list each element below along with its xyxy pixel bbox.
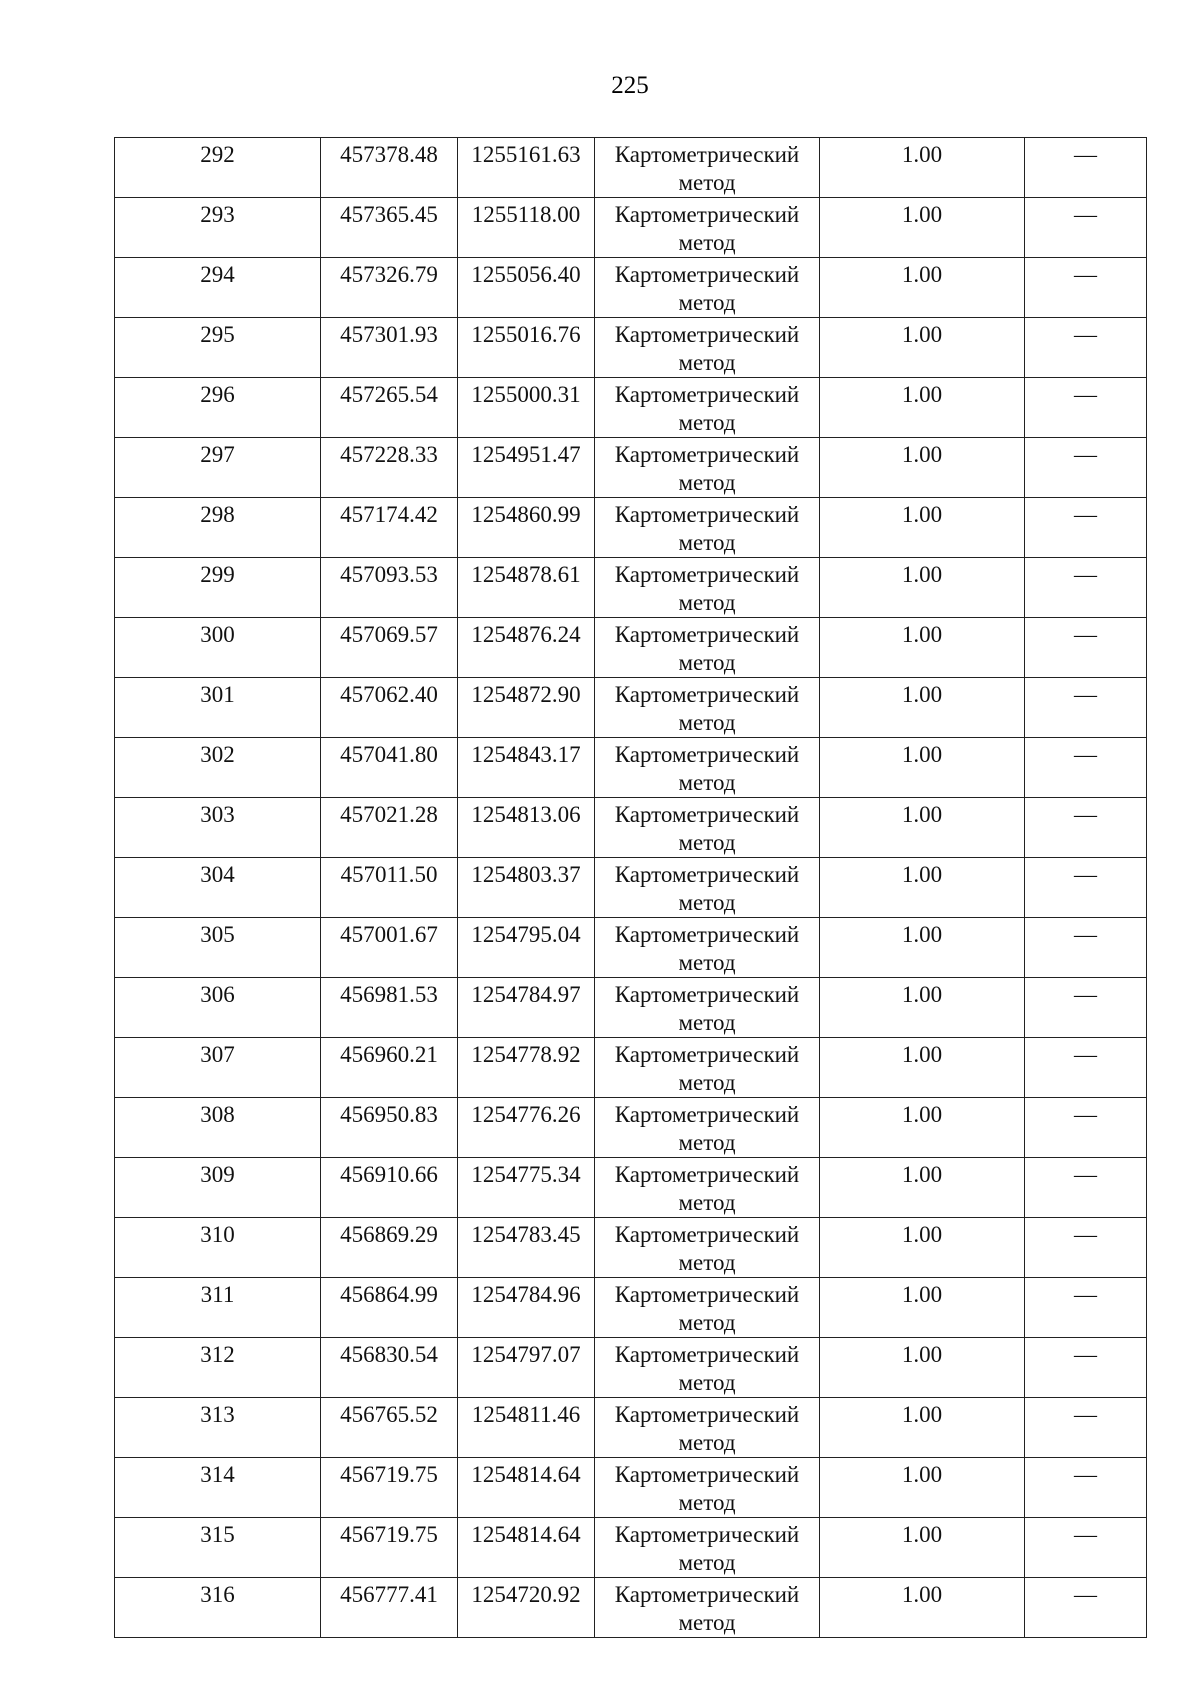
note-cell: —: [1025, 1098, 1147, 1158]
point-number-cell: 316: [115, 1578, 321, 1638]
accuracy-cell: 1.00: [820, 1458, 1025, 1518]
accuracy-cell: 1.00: [820, 618, 1025, 678]
note-cell: —: [1025, 198, 1147, 258]
method-cell: Картометрический метод: [595, 918, 820, 978]
method-cell: Картометрический метод: [595, 858, 820, 918]
table-row: [115, 1218, 1147, 1278]
y-coordinate-cell: 1254803.37: [458, 858, 595, 918]
note-cell: —: [1025, 1458, 1147, 1518]
table-row: [115, 798, 1147, 858]
x-coordinate-cell: 456950.83: [321, 1098, 458, 1158]
y-coordinate-cell: 1255056.40: [458, 258, 595, 318]
accuracy-cell: 1.00: [820, 378, 1025, 438]
method-cell: Картометрический метод: [595, 198, 820, 258]
x-coordinate-cell: 457365.45: [321, 198, 458, 258]
method-cell: Картометрический метод: [595, 1458, 820, 1518]
point-number-cell: 306: [115, 978, 321, 1038]
y-coordinate-cell: 1254814.64: [458, 1518, 595, 1578]
x-coordinate-cell: 457062.40: [321, 678, 458, 738]
table-row: [115, 1338, 1147, 1398]
x-coordinate-cell: 457378.48: [321, 138, 458, 198]
y-coordinate-cell: 1254784.96: [458, 1278, 595, 1338]
point-number-cell: 293: [115, 198, 321, 258]
note-cell: —: [1025, 978, 1147, 1038]
accuracy-cell: 1.00: [820, 558, 1025, 618]
note-cell: —: [1025, 678, 1147, 738]
accuracy-cell: 1.00: [820, 138, 1025, 198]
y-coordinate-cell: 1254951.47: [458, 438, 595, 498]
x-coordinate-cell: 456981.53: [321, 978, 458, 1038]
table-row: [115, 378, 1147, 438]
method-cell: Картометрический метод: [595, 1098, 820, 1158]
point-number-cell: 301: [115, 678, 321, 738]
note-cell: —: [1025, 438, 1147, 498]
table-row: [115, 1278, 1147, 1338]
accuracy-cell: 1.00: [820, 1518, 1025, 1578]
method-cell: Картометрический метод: [595, 438, 820, 498]
point-number-cell: 292: [115, 138, 321, 198]
method-cell: Картометрический метод: [595, 498, 820, 558]
method-cell: Картометрический метод: [595, 1518, 820, 1578]
table-row: [115, 1578, 1147, 1638]
method-cell: Картометрический метод: [595, 558, 820, 618]
y-coordinate-cell: 1254795.04: [458, 918, 595, 978]
accuracy-cell: 1.00: [820, 1578, 1025, 1638]
point-number-cell: 299: [115, 558, 321, 618]
y-coordinate-cell: 1255016.76: [458, 318, 595, 378]
accuracy-cell: 1.00: [820, 1158, 1025, 1218]
y-coordinate-cell: 1255161.63: [458, 138, 595, 198]
coordinates-table-body: [115, 138, 1147, 1638]
y-coordinate-cell: 1255000.31: [458, 378, 595, 438]
y-coordinate-cell: 1254778.92: [458, 1038, 595, 1098]
x-coordinate-cell: 456719.75: [321, 1458, 458, 1518]
y-coordinate-cell: 1254720.92: [458, 1578, 595, 1638]
x-coordinate-cell: 457326.79: [321, 258, 458, 318]
accuracy-cell: 1.00: [820, 1038, 1025, 1098]
table-row: [115, 138, 1147, 198]
note-cell: —: [1025, 618, 1147, 678]
accuracy-cell: 1.00: [820, 1338, 1025, 1398]
table-row: [115, 678, 1147, 738]
method-cell: Картометрический метод: [595, 1578, 820, 1638]
method-cell: Картометрический метод: [595, 1338, 820, 1398]
note-cell: —: [1025, 1338, 1147, 1398]
point-number-cell: 308: [115, 1098, 321, 1158]
point-number-cell: 304: [115, 858, 321, 918]
table-row: [115, 1518, 1147, 1578]
point-number-cell: 310: [115, 1218, 321, 1278]
table-row: [115, 498, 1147, 558]
table-row: [115, 1398, 1147, 1458]
point-number-cell: 309: [115, 1158, 321, 1218]
note-cell: —: [1025, 258, 1147, 318]
method-cell: Картометрический метод: [595, 258, 820, 318]
x-coordinate-cell: 456960.21: [321, 1038, 458, 1098]
method-cell: Картометрический метод: [595, 618, 820, 678]
x-coordinate-cell: 456765.52: [321, 1398, 458, 1458]
y-coordinate-cell: 1254784.97: [458, 978, 595, 1038]
x-coordinate-cell: 457265.54: [321, 378, 458, 438]
note-cell: —: [1025, 558, 1147, 618]
note-cell: —: [1025, 918, 1147, 978]
table-row: [115, 978, 1147, 1038]
accuracy-cell: 1.00: [820, 1218, 1025, 1278]
table-row: [115, 1098, 1147, 1158]
accuracy-cell: 1.00: [820, 1398, 1025, 1458]
x-coordinate-cell: 457228.33: [321, 438, 458, 498]
accuracy-cell: 1.00: [820, 978, 1025, 1038]
x-coordinate-cell: 457301.93: [321, 318, 458, 378]
note-cell: —: [1025, 1038, 1147, 1098]
method-cell: Картометрический метод: [595, 678, 820, 738]
note-cell: —: [1025, 1278, 1147, 1338]
point-number-cell: 298: [115, 498, 321, 558]
note-cell: —: [1025, 1218, 1147, 1278]
method-cell: Картометрический метод: [595, 378, 820, 438]
method-cell: Картометрический метод: [595, 1398, 820, 1458]
note-cell: —: [1025, 318, 1147, 378]
method-cell: Картометрический метод: [595, 318, 820, 378]
y-coordinate-cell: 1254860.99: [458, 498, 595, 558]
point-number-cell: 295: [115, 318, 321, 378]
table-row: [115, 558, 1147, 618]
point-number-cell: 297: [115, 438, 321, 498]
note-cell: —: [1025, 798, 1147, 858]
point-number-cell: 312: [115, 1338, 321, 1398]
accuracy-cell: 1.00: [820, 498, 1025, 558]
table-row: [115, 738, 1147, 798]
x-coordinate-cell: 457021.28: [321, 798, 458, 858]
y-coordinate-cell: 1254813.06: [458, 798, 595, 858]
point-number-cell: 307: [115, 1038, 321, 1098]
table-row: [115, 198, 1147, 258]
table-row: [115, 1458, 1147, 1518]
table-row: [115, 1158, 1147, 1218]
y-coordinate-cell: 1254872.90: [458, 678, 595, 738]
coordinates-table: [114, 137, 1147, 1638]
y-coordinate-cell: 1254783.45: [458, 1218, 595, 1278]
accuracy-cell: 1.00: [820, 318, 1025, 378]
point-number-cell: 303: [115, 798, 321, 858]
point-number-cell: 302: [115, 738, 321, 798]
x-coordinate-cell: 456719.75: [321, 1518, 458, 1578]
page-number: 225: [611, 72, 649, 99]
note-cell: —: [1025, 1578, 1147, 1638]
point-number-cell: 300: [115, 618, 321, 678]
table-row: [115, 918, 1147, 978]
table-row: [115, 1038, 1147, 1098]
x-coordinate-cell: 457093.53: [321, 558, 458, 618]
x-coordinate-cell: 456910.66: [321, 1158, 458, 1218]
accuracy-cell: 1.00: [820, 678, 1025, 738]
accuracy-cell: 1.00: [820, 198, 1025, 258]
table-row: [115, 438, 1147, 498]
note-cell: —: [1025, 738, 1147, 798]
x-coordinate-cell: 457174.42: [321, 498, 458, 558]
point-number-cell: 305: [115, 918, 321, 978]
note-cell: —: [1025, 498, 1147, 558]
y-coordinate-cell: 1254775.34: [458, 1158, 595, 1218]
point-number-cell: 314: [115, 1458, 321, 1518]
note-cell: —: [1025, 1158, 1147, 1218]
x-coordinate-cell: 457069.57: [321, 618, 458, 678]
table-row: [115, 318, 1147, 378]
x-coordinate-cell: 456869.29: [321, 1218, 458, 1278]
method-cell: Картометрический метод: [595, 798, 820, 858]
x-coordinate-cell: 457011.50: [321, 858, 458, 918]
note-cell: —: [1025, 1518, 1147, 1578]
note-cell: —: [1025, 138, 1147, 198]
x-coordinate-cell: 456864.99: [321, 1278, 458, 1338]
note-cell: —: [1025, 858, 1147, 918]
method-cell: Картометрический метод: [595, 1158, 820, 1218]
method-cell: Картометрический метод: [595, 1038, 820, 1098]
y-coordinate-cell: 1255118.00: [458, 198, 595, 258]
x-coordinate-cell: 456830.54: [321, 1338, 458, 1398]
table-row: [115, 858, 1147, 918]
note-cell: —: [1025, 378, 1147, 438]
x-coordinate-cell: 457001.67: [321, 918, 458, 978]
point-number-cell: 294: [115, 258, 321, 318]
method-cell: Картометрический метод: [595, 138, 820, 198]
method-cell: Картометрический метод: [595, 978, 820, 1038]
accuracy-cell: 1.00: [820, 918, 1025, 978]
point-number-cell: 313: [115, 1398, 321, 1458]
method-cell: Картометрический метод: [595, 1278, 820, 1338]
point-number-cell: 296: [115, 378, 321, 438]
x-coordinate-cell: 457041.80: [321, 738, 458, 798]
method-cell: Картометрический метод: [595, 1218, 820, 1278]
point-number-cell: 315: [115, 1518, 321, 1578]
y-coordinate-cell: 1254797.07: [458, 1338, 595, 1398]
x-coordinate-cell: 456777.41: [321, 1578, 458, 1638]
accuracy-cell: 1.00: [820, 858, 1025, 918]
method-cell: Картометрический метод: [595, 738, 820, 798]
accuracy-cell: 1.00: [820, 1098, 1025, 1158]
y-coordinate-cell: 1254814.64: [458, 1458, 595, 1518]
point-number-cell: 311: [115, 1278, 321, 1338]
accuracy-cell: 1.00: [820, 738, 1025, 798]
accuracy-cell: 1.00: [820, 798, 1025, 858]
y-coordinate-cell: 1254776.26: [458, 1098, 595, 1158]
y-coordinate-cell: 1254843.17: [458, 738, 595, 798]
y-coordinate-cell: 1254876.24: [458, 618, 595, 678]
y-coordinate-cell: 1254811.46: [458, 1398, 595, 1458]
accuracy-cell: 1.00: [820, 258, 1025, 318]
accuracy-cell: 1.00: [820, 438, 1025, 498]
table-row: [115, 618, 1147, 678]
accuracy-cell: 1.00: [820, 1278, 1025, 1338]
y-coordinate-cell: 1254878.61: [458, 558, 595, 618]
table-row: [115, 258, 1147, 318]
note-cell: —: [1025, 1398, 1147, 1458]
